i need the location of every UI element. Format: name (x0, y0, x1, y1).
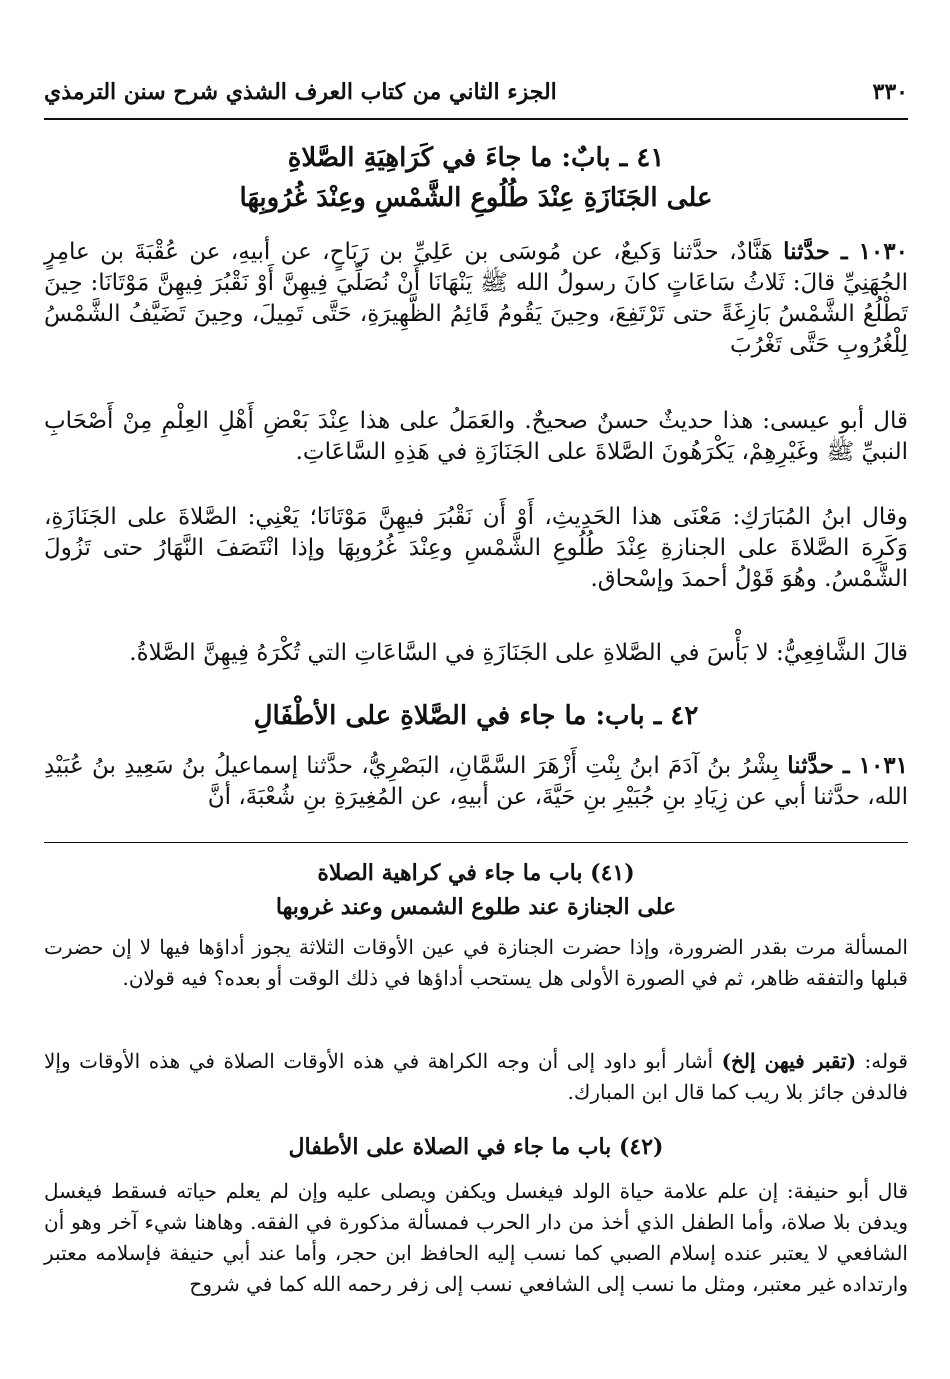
hadith-1031-text: بِشْرُ بنُ آدَمَ ابنُ بِنْتِ أَزْهَرَ السَّمَّانِ، البَصْرِيُّ، حدَّثنا إسماعيلُ بنُ سَعِيدِ بنُ عُبَيْدِ الله، حدَّثنا أبي عن زِيَادِ بنِ جُبَيْرِ بنِ حَيَّةَ، عن أبيهِ، عن المُغِيرَةِ بنِ شُعْبَةَ، أنَّ (44, 753, 908, 810)
commentary-41-title-line2: على الجنازة عند طلوع الشمس وعند غروبها (275, 894, 677, 920)
commentary-41-para2-prefix: قوله: (856, 1049, 908, 1073)
header-rule (44, 118, 908, 120)
commentary-42-para1-text: قال أبو حنيفة: إن علم علامة حياة الولد فيغسل ويكفن ويصلى عليه وإن لم يعلم حياته فسقط فيغسل ويدفن بلا صلاة، وأما الطفل الذي أخذ من دار الحرب فمسألة مذكورة في الفقه. وهاهنا شيء آخر وهو أن الشافعي لا يعتبر عنده إسلام الصبي كما نسب إليه الحافظ ابن حجر، وأما عند أبي حنيفة فإسلامه معتبر وارتداده غير معتبر، ومثل ما نسب إلى الشافعي نسب إلى زفر رحمه الله كما في شروح (44, 1179, 909, 1296)
document-page (44, 0, 908, 1379)
commentary-41-para2-text: أشار أبو داود إلى أن وجه الكراهة في هذه الأوقات الصلاة في هذه الأوقات وإلا فالدفن جائز بلا ريب كما قال ابن المبارك. (44, 1049, 908, 1104)
hadith-1030-text: هَنَّادٌ، حدَّثنا وَكيعٌ، عن مُوسَى بن عَلِيِّ بن رَبَاحٍ، عن أبيهِ، عن عُقْبَةَ بن عامِرٍ الجُهَنِيِّ قالَ: ثَلاثُ سَاعَاتٍ كانَ رسولُ الله ﷺ يَنْهَانَا أَنْ نُصَلِّيَ فِيهِنَّ أَوْ نَقْبُرَ فِيهِنَّ مَوْتَانَا: حِينَ تَطْلُعُ الشَّمْسُ بَازِغَةً حتى تَرْتَفِعَ، وحِينَ يَقُومُ قَائِمُ الظَّهِيرَةِ، حَتَّى تَمِيلَ، وحِينَ تَضَيَّفُ الشَّمْسُ لِلْغُرُوبِ حَتَّى تَغْرُبَ (44, 239, 908, 358)
chapter-41-title-line1: ٤١ ـ بابٌ: ما جاءَ في كَرَاهِيَةِ الصَّلاةِ (287, 143, 665, 173)
commentary-41-title-line1: (٤١) باب ما جاء في كراهية الصلاة (317, 860, 635, 886)
chapter-41-title-line2: على الجَنَازَةِ عِنْدَ طُلُوعِ الشَّمْسِ وعِنْدَ غُرُوبِهَا (239, 183, 713, 213)
hadith-1031 (44, 750, 908, 813)
paragraph-shafii (44, 638, 908, 669)
abu-isa-text: قال أبو عيسى: هذا حديثٌ حسنٌ صحيحٌ. والعَمَلُ على هذا عِنْدَ بَعْضِ أَهْلِ العِلْمِ مِنْ أَصْحَابِ النبيِّ ﷺ وغَيْرِهِمْ، يَكْرَهُونَ الصَّلاةَ على الجَنَازَةِ في هَذِهِ السَّاعَاتِ. (44, 408, 908, 465)
commentary-41-para1 (44, 932, 908, 994)
commentary-separator (44, 842, 908, 843)
commentary-42-heading (44, 1130, 908, 1164)
hadith-1031-number: ١٠٣١ ـ حدَّثنا (787, 752, 909, 779)
paragraph-ibn-mubarak (44, 502, 908, 595)
paragraph-abu-isa (44, 406, 908, 468)
hadith-1030 (44, 236, 908, 361)
commentary-41-para2 (44, 1046, 908, 1108)
chapter-42-heading (44, 696, 908, 736)
commentary-41-para1-text: المسألة مرت بقدر الضرورة، وإذا حضرت الجنازة في عين الأوقات الثلاثة يجوز أداؤها فيها لا إن حضرت قبلها والتفقه ظاهر، ثم في الصورة الأولى هل يستحب أداؤها في ذلك الوقت أو بعده؟ فيه قولان. (44, 935, 908, 990)
chapter-41-heading (44, 138, 908, 218)
commentary-41-heading (44, 856, 908, 924)
commentary-41-para2-quote: (تقبر فيهن إلخ) (721, 1049, 857, 1073)
commentary-42-para1 (44, 1176, 908, 1300)
hadith-1030-number: ١٠٣٠ ـ حدَّثنا (783, 238, 908, 265)
running-header (44, 72, 908, 112)
ibn-mubarak-text: وقال ابنُ المُبَارَكِ: مَعْنَى هذا الحَدِيثِ، أَوْ أَن نَقْبُرَ فيهِنَّ مَوْتَانَا؛ يَعْنِي: الصَّلاةَ على الجَنَازَةِ، وَكَرِهَ الصَّلاةَ على الجنازةِ عِنْدَ طُلُوعِ الشَّمْسِ وعِنْدَ غُرُوبِهَا وإذا انْتَصَفَ النَّهَارُ حتى تَزُولَ الشَّمْسُ. وهُوَ قَوْلُ أحمدَ وإسْحاق. (44, 504, 908, 592)
chapter-42-title: ٤٢ ـ باب: ما جاء في الصَّلاةِ على الأطْفَالِ (253, 701, 699, 731)
page-number: ٣٣٠ (872, 79, 908, 105)
shafii-text: قالَ الشَّافِعِيُّ: لا بَأْسَ في الصَّلاةِ على الجَنَازَةِ في السَّاعَاتِ التي تُكْرَهُ فِيهِنَّ الصَّلاةُ. (129, 640, 908, 666)
commentary-42-title: (٤٢) باب ما جاء في الصلاة على الأطفال (288, 1134, 664, 1160)
book-title: الجزء الثاني من كتاب العرف الشذي شرح سنن الترمذي (44, 79, 557, 105)
